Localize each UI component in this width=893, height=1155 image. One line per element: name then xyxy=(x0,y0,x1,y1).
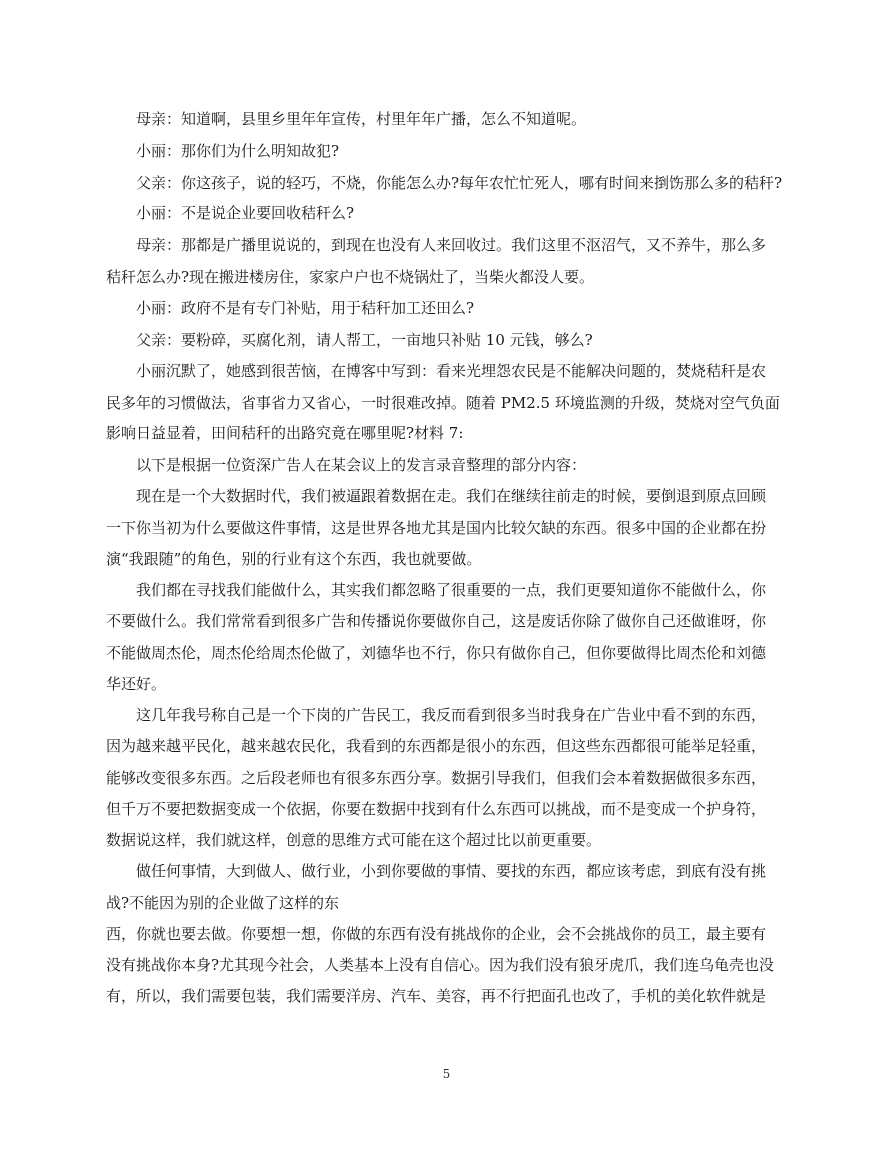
line-text: 演“我跟随”的角色，别的行业有这个东西，我也就要做。 xyxy=(106,550,482,568)
line-text: 影响日益显着，田间秸秆的出路究竟在哪里呢?材料 7: xyxy=(106,424,464,442)
line-text: 数据说这样，我们就这样，创意的思维方式可能在这个超过比以前更重要。 xyxy=(106,831,602,849)
line-text: 母亲：那都是广播里说说的，到现在也没有人来回收过。我们这里不沤沼气，又不养牛，那么多 xyxy=(136,236,767,254)
line-text: 现在是一个大数据时代，我们被逼跟着数据在走。我们在继续往前走的时候，要倒退到原点回顾 xyxy=(136,487,767,505)
line-text: 能够改变很多东西。之后段老师也有很多东西分享。数据引导我们，但我们会本着数据做很多东西， xyxy=(106,769,767,787)
line-text: 战?不能因为别的企业做了这样的东 xyxy=(106,894,340,912)
line-text: 父亲：你这孩子，说的轻巧，不烧，你能怎么办?每年农忙忙死人，哪有时间来捯饬那么多的秸秆? xyxy=(136,174,783,192)
line-text: 但千万不要把数据变成一个依据，你要在数据中找到有什么东西可以挑战，而不是变成一个护身符， xyxy=(106,800,767,818)
text-line xyxy=(0,168,893,198)
text-line xyxy=(0,513,893,543)
text-line xyxy=(0,136,893,166)
text-line xyxy=(0,981,893,1011)
text-line xyxy=(0,356,893,386)
text-line xyxy=(0,575,893,605)
text-line xyxy=(0,919,893,949)
line-text: 有，所以，我们需要包装，我们需要洋房、汽车、美容，再不行把面孔也改了，手机的美化软件就是 xyxy=(106,987,767,1005)
text-line xyxy=(0,888,893,918)
line-text: 小丽：政府不是有专门补贴，用于秸秆加工还田么? xyxy=(136,299,475,317)
line-text: 小丽：那你们为什么明知故犯? xyxy=(136,142,340,160)
line-text: 没有挑战你本身?尤其现今社会，人类基本上没有自信心。因为我们没有狼牙虎爪，我们连乌龟壳也没 xyxy=(106,956,775,974)
text-line xyxy=(0,638,893,668)
text-line xyxy=(0,230,893,260)
text-line xyxy=(0,450,893,480)
line-text: 母亲：知道啊，县里乡里年年宣传，村里年年广播，怎么不知道呢。 xyxy=(136,110,587,128)
line-text: 因为越来越平民化，越来越农民化，我看到的东西都是很小的东西，但这些东西都很可能举足轻重， xyxy=(106,737,767,755)
text-line xyxy=(0,825,893,855)
text-line xyxy=(0,388,893,418)
text-line xyxy=(0,606,893,636)
line-text: 民多年的习惯做法，省事省力又省心，一时很难改掉。随着 PM2.5 环境监测的升级，焚烧对空气负面 xyxy=(106,394,780,412)
line-text: 一下你当初为什么要做这件事情，这是世界各地尤其是国内比较欠缺的东西。很多中国的企业都在扮 xyxy=(106,519,767,537)
text-line xyxy=(0,544,893,574)
text-line xyxy=(0,763,893,793)
line-text: 父亲：要粉碎，买腐化剂，请人帮工，一亩地只补贴 10 元钱，够么? xyxy=(136,331,593,349)
line-text: 西，你就也要去做。你要想一想，你做的东西有没有挑战你的企业，会不会挑战你的员工，最主要有 xyxy=(106,925,767,943)
text-line xyxy=(0,669,893,699)
text-line xyxy=(0,325,893,355)
text-line xyxy=(0,794,893,824)
line-text: 华还好。 xyxy=(106,675,167,693)
line-text: 不要做什么。我们常常看到很多广告和传播说你要做你自己，这是废话你除了做你自己还做谁呀，你 xyxy=(106,612,767,630)
text-line xyxy=(0,262,893,292)
text-line xyxy=(0,950,893,980)
text-line xyxy=(0,198,893,228)
line-text: 做任何事情，大到做人、做行业，小到你要做的事情、要找的东西，都应该考虑，到底有没有挑 xyxy=(136,862,767,880)
text-line xyxy=(0,418,893,448)
line-text: 不能做周杰伦，周杰伦给周杰伦做了，刘德华也不行，你只有做你自己，但你要做得比周杰伦和刘德 xyxy=(106,644,767,662)
text-line xyxy=(0,293,893,323)
line-text: 小丽沉默了，她感到很苦恼，在博客中写到：看来光埋怨农民是不能解决问题的，焚烧秸秆是农 xyxy=(136,362,767,380)
text-line xyxy=(0,700,893,730)
line-text: 我们都在寻找我们能做什么，其实我们都忽略了很重要的一点，我们更要知道你不能做什么，你 xyxy=(136,581,767,599)
text-line xyxy=(0,104,893,134)
text-line xyxy=(0,481,893,511)
text-line xyxy=(0,856,893,886)
line-text: 以下是根据一位资深广告人在某会议上的发言录音整理的部分内容： xyxy=(136,456,587,474)
page-number: 5 xyxy=(442,1067,451,1081)
line-text: 小丽：不是说企业要回收秸秆么? xyxy=(136,204,355,222)
text-line xyxy=(0,731,893,761)
line-text: 秸秆怎么办?现在搬进楼房住，家家户户也不烧锅灶了，当柴火都没人要。 xyxy=(106,268,595,286)
line-text: 这几年我号称自己是一个下岗的广告民工，我反而看到很多当时我身在广告业中看不到的东西， xyxy=(136,706,767,724)
